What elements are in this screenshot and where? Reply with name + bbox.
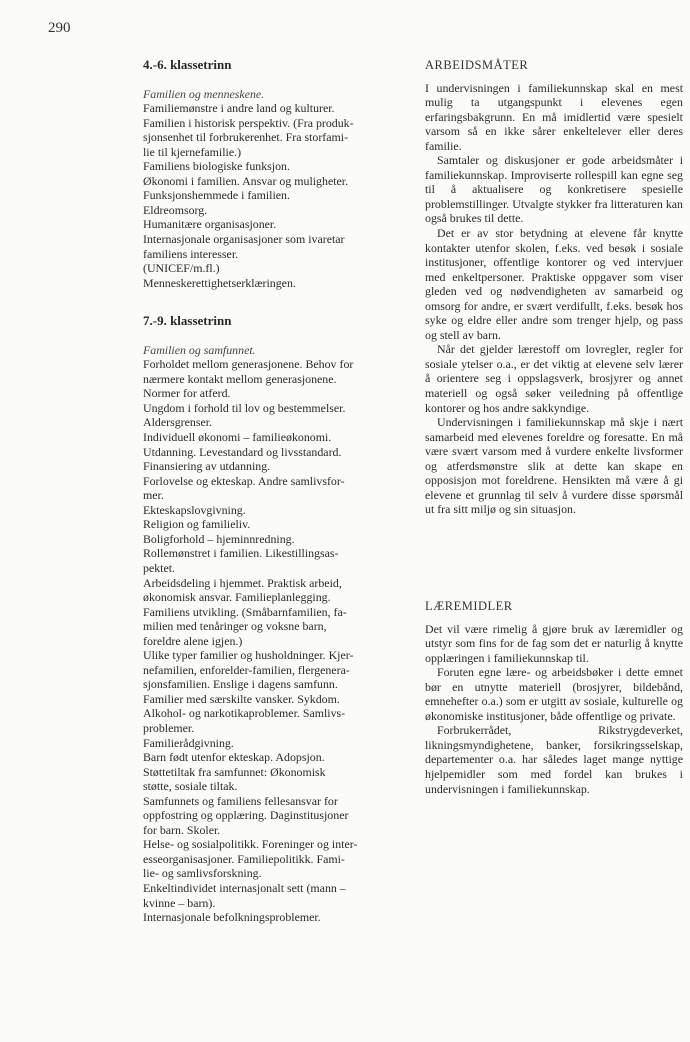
topic-line: støtte, sosiale tiltak.: [143, 779, 238, 794]
topic-line: Finansiering av utdanning.: [143, 459, 271, 474]
laeremidler-body: [425, 622, 683, 797]
topic-line: (UNICEF/m.fl.): [143, 261, 220, 276]
topic-line: Familien i historisk perspektiv. (Fra produk-: [143, 115, 354, 130]
topic-line: Ulike typer familier og husholdninger. Kjer-: [143, 648, 354, 663]
topic-line: Boligforhold – hjeminnredning.: [143, 531, 295, 546]
body-paragraph: Det er av stor betydning at elevene får knytte kontakter utenfor skolen, f.eks. ved besøk i sosiale institusjoner, offentlige kontorer og ved intervjuer med enkeltpersoner. Praktiske oppgaver som viser gleden ved og nødvendigheten av samarbeid og omsorg for andre, er svært verdifullt, f.eks. besøk hos syke og eldre eller andre som trenger hjelp, og pass og stell av barn.: [425, 226, 683, 342]
topic-line: Religion og familieliv.: [143, 517, 251, 532]
body-paragraph: Foruten egne lære- og arbeidsbøker i dette emnet bør en utnytte materiell (brosjyrer, bildebånd, emnehefter o.a.) som er utgitt av sosiale, kulturelle og økonomiske institusjoner, både offentlige og private.: [425, 665, 683, 723]
topic-line: Familier med særskilte vansker. Sykdom.: [143, 691, 340, 706]
body-paragraph: Når det gjelder lærestoff om lovregler, regler for sosiale ytelser o.a., er det viktig at elevene selv lærer å orientere seg i oppslagsverk, brosjyrer og annet materiell og også søker veiledning på offentlige kontorer og hos andre sakkyndige.: [425, 342, 683, 415]
topic-line: Familiemønstre i andre land og kulturer.: [143, 101, 335, 116]
topic-list-7-9: [143, 357, 395, 924]
topic-line: Økonomi i familien. Ansvar og muligheter.: [143, 173, 349, 188]
topic-line: Individuell økonomi – familieøkonomi.: [143, 430, 332, 445]
topic-line: for barn. Skoler.: [143, 822, 221, 837]
topic-line: kvinne – barn).: [143, 895, 216, 910]
body-paragraph: Samtaler og diskusjoner er gode arbeidsmåter i familiekunnskap. Improviserte rollespill kan egne seg til å aktualisere og konkretisere spesielle problemstillinger. Utvalgte stykker fra litteraturen kan også brukes til dette.: [425, 153, 683, 226]
subheading-familien-og-samfunnet: Familien og samfunnet.: [143, 342, 256, 357]
topic-line: lie- og samlivsforskning.: [143, 866, 262, 881]
topic-line: pektet.: [143, 560, 176, 575]
section-heading-4-6: 4.-6. klassetrinn: [143, 57, 232, 72]
topic-line: Samfunnets og familiens fellesansvar for: [143, 793, 338, 808]
topic-line: Internasjonale befolkningsproblemer.: [143, 910, 321, 925]
topic-line: Menneskerettighetserklæringen.: [143, 275, 296, 290]
topic-line: Normer for atferd.: [143, 386, 231, 401]
right-column: [425, 58, 683, 796]
topic-line: Humanitære organisasjoner.: [143, 217, 277, 232]
body-paragraph: I undervisningen i familiekunnskap skal en mest mulig ta utgangspunkt i elevenes egen erfaringsbakgrunn. En må imidlertid være spesielt varsom så en ikke sårer enkeltelever eller deres familie.: [425, 80, 683, 153]
body-paragraph: Det vil være rimelig å gjøre bruk av læremidler og utstyr som fins for de fag som det er naturlig å knytte opplæringen i familiekunnskap til.: [425, 621, 683, 665]
section-heading-laeremidler: LÆREMIDLER: [425, 598, 513, 613]
topic-line: Funksjonshemmede i familien.: [143, 188, 290, 203]
topic-line: Helse- og sosialpolitikk. Foreninger og inter-: [143, 837, 358, 852]
topic-line: Barn født utenfor ekteskap. Adopsjon.: [143, 750, 325, 765]
topic-line: mer.: [143, 488, 164, 503]
topic-line: Enkeltindividet internasjonalt sett (mann –: [143, 880, 346, 895]
topic-line: milien med tenåringer og voksne barn,: [143, 619, 327, 634]
topic-line: Ungdom i forhold til lov og bestemmelser.: [143, 400, 346, 415]
subheading-familien-og-menneskene: Familien og menneskene.: [143, 86, 265, 101]
topic-line: sjonsenhet til forbrukerenhet. Fra storfami-: [143, 130, 349, 145]
topic-line: Arbeidsdeling i hjemmet. Praktisk arbeid,: [143, 575, 342, 590]
topic-line: foreldre alene igjen.): [143, 633, 243, 648]
body-paragraph: Undervisningen i familiekunnskap må skje i nært samarbeid med elevenes foreldre og foresatte. En må være svært varsom med å vurdere enkelte livsformer og atferdsmønstre slik at dette kan skape en opposisjon mot foreldrene. Hensikten må være å gi elevene et grunnlag til selv å vurdere disse spørsmål ut fra sitt miljø og sin situasjon.: [425, 415, 683, 517]
topic-line: Ekteskapslovgivning.: [143, 502, 246, 517]
body-paragraph: Forbrukerrådet, Rikstrygdeverket, likningsmyndighetene, banker, forsikringsselskap, departementer o.a. har således laget mange nyttige hjelpemidler som med fordel kan brukes i undervisningen i familiekunnskap.: [425, 723, 683, 796]
topic-line: problemer.: [143, 720, 195, 735]
topic-line: esseorganisasjoner. Familiepolitikk. Fami-: [143, 851, 345, 866]
topic-line: familiens interesser.: [143, 246, 239, 261]
topic-line: Rollemønstret i familien. Likestillingsas-: [143, 546, 339, 561]
topic-line: Familierådgivning.: [143, 735, 234, 750]
topic-line: sjonsfamilien. Enslige i dagens samfunn.: [143, 677, 338, 692]
section-heading-7-9: 7.-9. klassetrinn: [143, 313, 232, 329]
topic-line: økonomisk ansvar. Familieplanlegging.: [143, 590, 331, 605]
page-number: 290: [48, 20, 71, 36]
section-heading-arbeidsmater: ARBEIDSMÅTER: [425, 58, 529, 72]
topic-line: Forholdet mellom generasjonene. Behov for: [143, 357, 354, 372]
topic-line: oppfostring og opplæring. Daginstitusjoner: [143, 808, 349, 823]
topic-line: lie til kjernefamilie.): [143, 144, 242, 159]
topic-line: nefamilien, enforelder-familien, flergenera-: [143, 662, 350, 677]
topic-line: Aldersgrenser.: [143, 415, 213, 430]
topic-line: Internasjonale organisasjoner som ivaretar: [143, 232, 345, 247]
topic-line: Familiens utvikling. (Småbarnfamilien, fa-: [143, 604, 347, 619]
topic-line: Utdanning. Levestandard og livsstandard.: [143, 444, 342, 459]
left-column: [143, 58, 395, 925]
topic-line: nærmere kontakt mellom generasjonene.: [143, 371, 337, 386]
topic-line: Alkohol- og narkotikaproblemer. Samlivs-: [143, 706, 346, 721]
topic-line: Eldreomsorg.: [143, 202, 208, 217]
topic-line: Støttetiltak fra samfunnet: Økonomisk: [143, 764, 326, 779]
topic-list-4-6: [143, 101, 395, 290]
arbeidsmater-body: [425, 81, 683, 517]
topic-line: Forlovelse og ekteskap. Andre samlivsfor-: [143, 473, 345, 488]
topic-line: Familiens biologiske funksjon.: [143, 159, 290, 174]
